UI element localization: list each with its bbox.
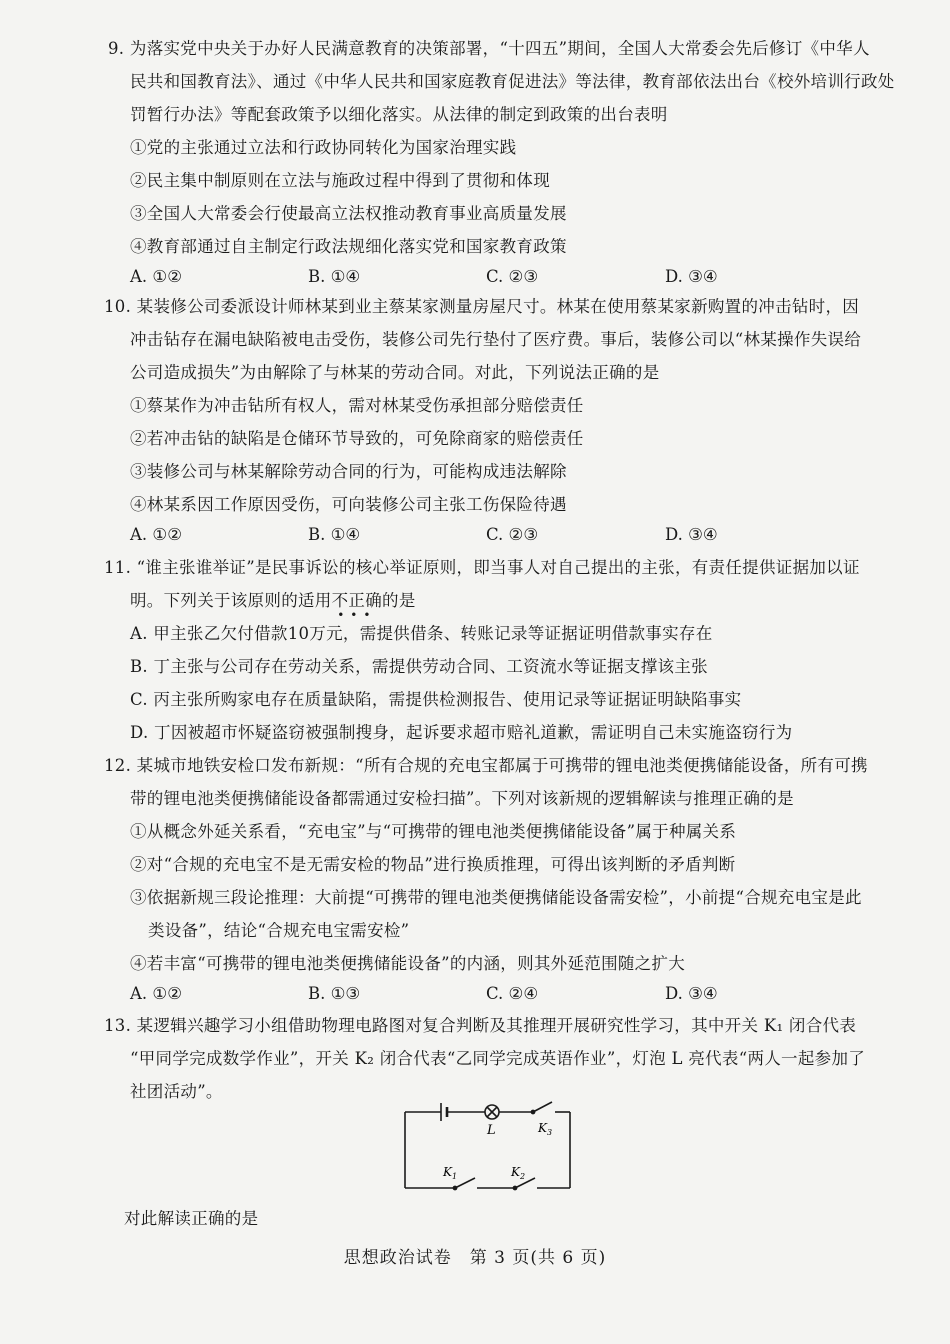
q12-item-1: ①从概念外延关系看，“充电宝”与“可携带的锂电池类便携储能设备”属于种属关系	[130, 822, 737, 841]
q11-option-a[interactable]: A. 甲主张乙欠付借款10万元，需提供借条、转账记录等证据证明借款事实存在	[130, 624, 713, 643]
k3-subscript: 3	[547, 1128, 553, 1137]
q12-stem-line-2: 带的锂电池类便携储能设备都需通过安检扫描”。下列对该新规的逻辑解读与推理正确的是	[130, 789, 794, 808]
q10-item-1: ①蔡某作为冲击钻所有权人，需对林某受伤承担部分赔偿责任	[130, 396, 584, 415]
q11-option-c[interactable]: C. 丙主张所购家电存在质量缺陷，需提供检测报告、使用记录等证据证明缺陷事实	[130, 690, 742, 709]
q12-item-3-line-1: ③依据新规三段论推理：大前提“可携带的锂电池类便携储能设备需安检”，小前提“合规充电宝是此	[130, 888, 862, 907]
q9-item-2: ②民主集中制原则在立法与施政过程中得到了贯彻和体现	[130, 171, 550, 190]
q12-option-d[interactable]: D. ③④	[665, 984, 718, 1003]
q9-stem-line-2: 民共和国教育法》、通过《中华人民共和国家庭教育促进法》等法律，教育部依法出台《校外培训行政处	[130, 72, 895, 91]
q12-item-3-line-2: 类设备”，结论“合规充电宝需安检”	[148, 921, 410, 940]
q9-option-b[interactable]: B. ①④	[308, 267, 361, 286]
q11-option-d[interactable]: D. 丁因被超市怀疑盗窃被强制搜身，起诉要求超市赔礼道歉，需证明自己未实施盗窃行为	[130, 723, 793, 742]
q11-stem-line-2	[130, 590, 416, 622]
q10-option-d[interactable]: D. ③④	[665, 525, 718, 544]
k2-subscript: 2	[520, 1172, 526, 1181]
q11-stem-text-a: 明。下列关于该原则的适用	[130, 591, 332, 610]
q10-option-a[interactable]: A. ①②	[130, 525, 182, 544]
q9-stem-line-1: 9. 为落实党中央关于办好人民满意教育的决策部署，“十四五”期间，全国人大常委会先后修订《中华人	[108, 39, 870, 58]
q12-stem-line-1: 12. 某城市地铁安检口发布新规：“所有合规的充电宝都属于可携带的锂电池类便携储能设备，所有可携	[104, 756, 868, 775]
q9-item-3: ③全国人大常委会行使最高立法权推动教育事业高质量发展	[130, 204, 567, 223]
q10-stem-line-2: 冲击钻存在漏电缺陷被电击受伤，装修公司先行垫付了医疗费。事后，装修公司以“林某操作失误给	[130, 330, 862, 349]
q9-option-d[interactable]: D. ③④	[665, 267, 718, 286]
q12-option-a[interactable]: A. ①②	[130, 984, 182, 1003]
q13-followup: 对此解读正确的是	[124, 1209, 259, 1228]
q10-stem-line-1: 10. 某装修公司委派设计师林某到业主蔡某家测量房屋尺寸。林某在使用蔡某家新购置的冲击钻时，因	[104, 297, 860, 316]
lamp-label: L	[487, 1123, 496, 1138]
q12-item-4: ④若丰富“可携带的锂电池类便携储能设备”的内涵，则其外延范围随之扩大	[130, 954, 686, 973]
q10-item-4: ④林某系因工作原因受伤，可向装修公司主张工伤保险待遇	[130, 495, 567, 514]
q10-item-3: ③装修公司与林某解除劳动合同的行为，可能构成违法解除	[130, 462, 567, 481]
q12-option-c[interactable]: C. ②④	[486, 984, 539, 1003]
q9-option-c[interactable]: C. ②③	[486, 267, 539, 286]
q11-emphasis-text: 不正确	[331, 591, 383, 610]
k3-label: K	[538, 1121, 547, 1135]
q10-item-2: ②若冲击钻的缺陷是仓储环节导致的，可免除商家的赔偿责任	[130, 429, 584, 448]
q10-option-c[interactable]: C. ②③	[486, 525, 539, 544]
page-footer: 思想政治试卷 第 3 页(共 6 页)	[343, 1248, 607, 1268]
k1-label: K	[443, 1165, 452, 1179]
circuit-diagram	[395, 1100, 580, 1200]
q9-stem-line-3: 罚暂行办法》等配套政策予以细化落实。从法律的制定到政策的出台表明	[130, 105, 668, 124]
k2-label: K	[511, 1165, 520, 1179]
q11-stem-line-1: 11. “谁主张谁举证”是民事诉讼的核心举证原则，即当事人对自己提出的主张，有责任提供证据加以证	[104, 558, 860, 577]
k1-subscript: 1	[452, 1172, 458, 1181]
q13-stem-line-2: “甲同学完成数学作业”，开关 K₂ 闭合代表“乙同学完成英语作业”，灯泡 L 亮代表“两人一起参加了	[130, 1049, 866, 1068]
q13-stem-line-3: 社团活动”。	[130, 1082, 223, 1101]
q11-stem-text-b: 的是	[382, 591, 416, 610]
q9-item-4: ④教育部通过自主制定行政法规细化落实党和国家教育政策	[130, 237, 567, 256]
q11-option-b[interactable]: B. 丁主张与公司存在劳动关系，需提供劳动合同、工资流水等证据支撑该主张	[130, 657, 708, 676]
q9-option-a[interactable]: A. ①②	[130, 267, 182, 286]
q10-option-b[interactable]: B. ①④	[308, 525, 361, 544]
q11-emphasis	[331, 590, 383, 622]
q10-stem-line-3: 公司造成损失”为由解除了与林某的劳动合同。对此，下列说法正确的是	[130, 363, 660, 382]
q12-option-b[interactable]: B. ①③	[308, 984, 361, 1003]
q13-stem-line-1: 13. 某逻辑兴趣学习小组借助物理电路图对复合判断及其推理开展研究性学习，其中开关 K₁ 闭合代表	[104, 1016, 857, 1035]
q9-item-1: ①党的主张通过立法和行政协同转化为国家治理实践	[130, 138, 517, 157]
k3-blade	[533, 1102, 552, 1112]
emphasis-dots: •••	[337, 608, 377, 622]
q12-item-2: ②对“合规的充电宝不是无需安检的物品”进行换质推理，可得出该判断的矛盾判断	[130, 855, 736, 874]
k1-blade	[455, 1178, 475, 1188]
